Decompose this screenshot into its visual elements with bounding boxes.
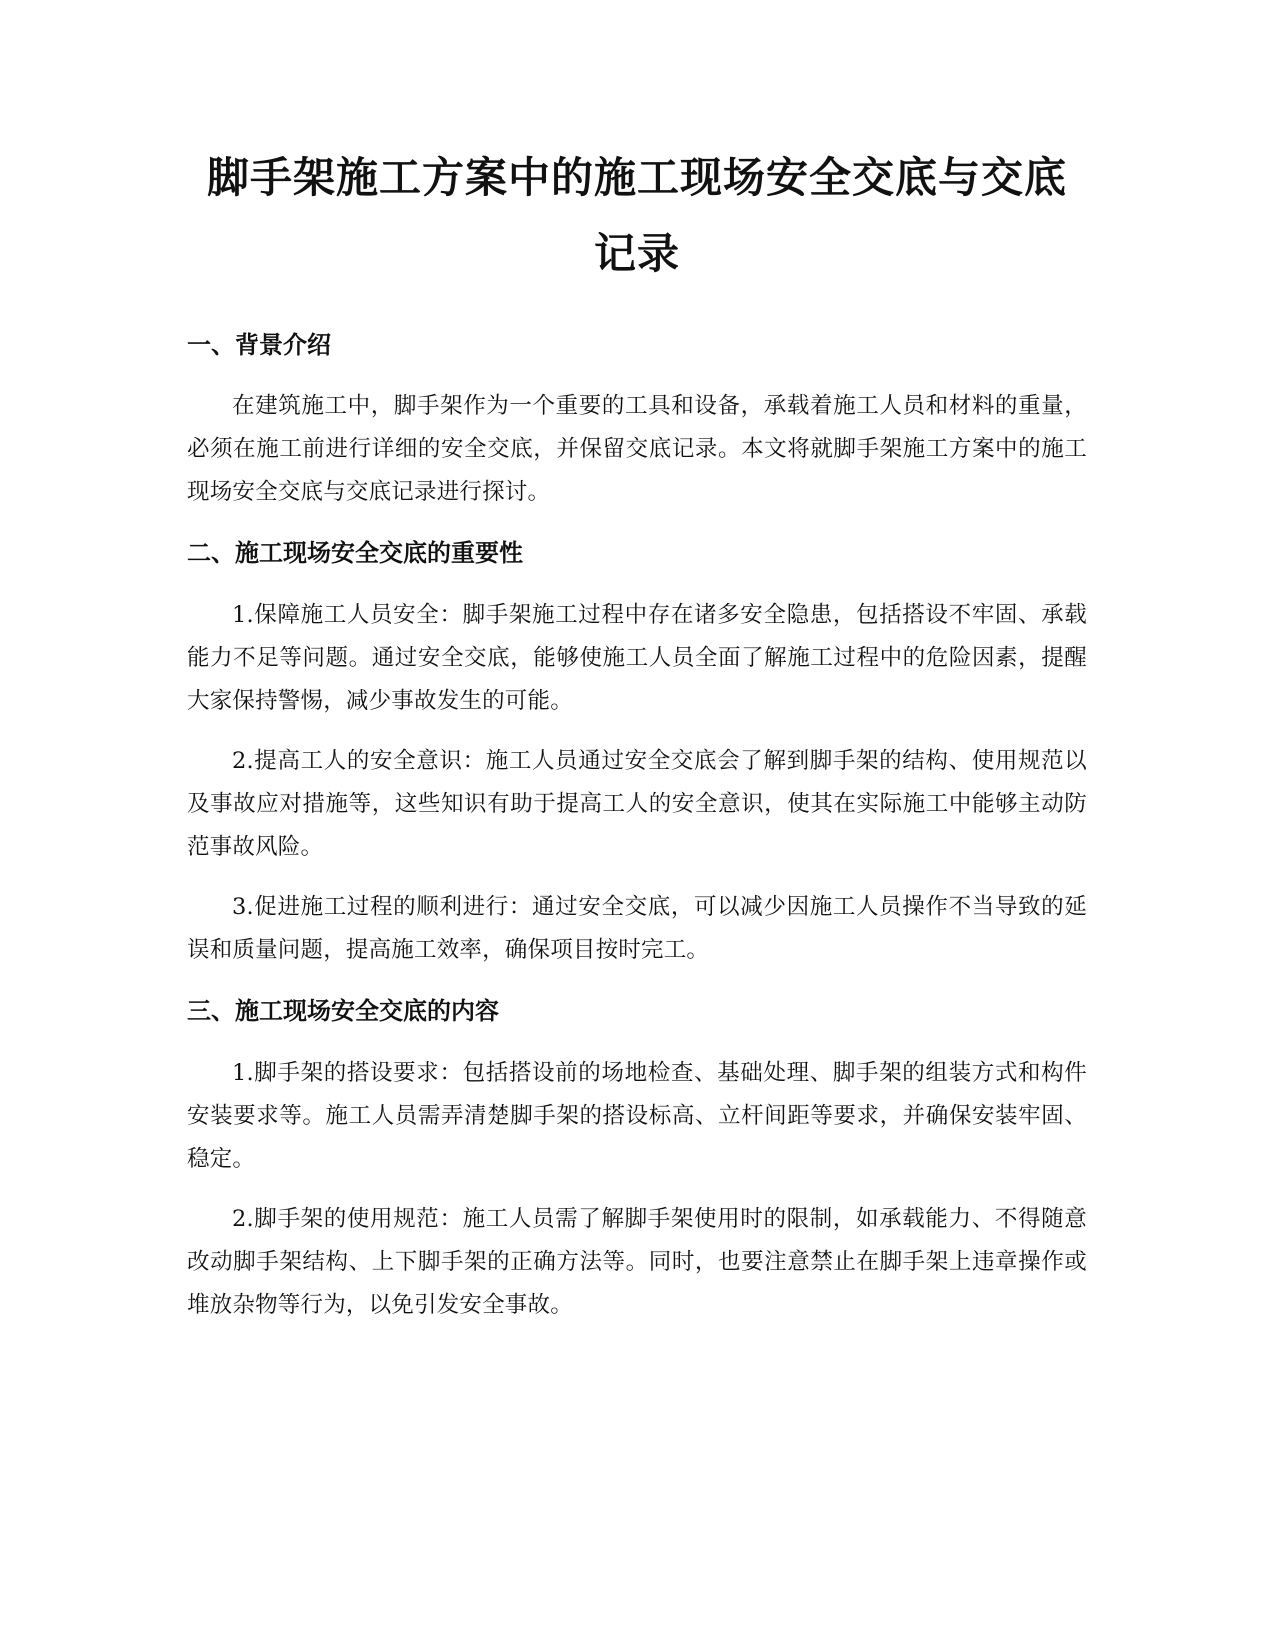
paragraph-background: 在建筑施工中，脚手架作为一个重要的工具和设备，承载着施工人员和材料的重量，必须在施工前进行详细的安全交底，并保留交底记录。本文将就脚手架施工方案中的施工现场安全交底与交底记录进行探讨。 xyxy=(187,393,1087,505)
paragraph-content-2: 2.脚手架的使用规范：施工人员需了解脚手架使用时的限制，如承载能力、不得随意改动脚手架结构、上下脚手架的正确方法等。同时，也要注意禁止在脚手架上违章操作或堆放杂物等行为，以免引发安全事故。 xyxy=(187,1206,1087,1318)
paragraph-importance-1: 1.保障施工人员安全：脚手架施工过程中存在诸多安全隐患，包括搭设不牢固、承载能力不足等问题。通过安全交底，能够使施工人员全面了解施工过程中的危险因素，提醒大家保持警惕，减少事故发生的可能。 xyxy=(187,602,1087,714)
paragraph-content-1: 1.脚手架的搭设要求：包括搭设前的场地检查、基础处理、脚手架的组装方式和构件安装要求等。施工人员需弄清楚脚手架的搭设标高、立杆间距等要求，并确保安装牢固、稳定。 xyxy=(187,1060,1087,1172)
section-heading-background: 一、背景介绍 xyxy=(187,331,331,359)
paragraph-importance-2: 2.提高工人的安全意识：施工人员通过安全交底会了解到脚手架的结构、使用规范以及事故应对措施等，这些知识有助于提高工人的安全意识，使其在实际施工中能够主动防范事故风险。 xyxy=(187,748,1087,860)
document-page xyxy=(187,140,1087,1327)
section-heading-importance: 二、施工现场安全交底的重要性 xyxy=(187,539,523,567)
document-title: 脚手架施工方案中的施工现场安全交底与交底记录 xyxy=(206,153,1067,278)
paragraph-importance-3: 3.促进施工过程的顺利进行：通过安全交底，可以减少因施工人员操作不当导致的延误和质量问题，提高施工效率，确保项目按时完工。 xyxy=(187,894,1087,963)
section-heading-content: 三、施工现场安全交底的内容 xyxy=(187,997,499,1025)
